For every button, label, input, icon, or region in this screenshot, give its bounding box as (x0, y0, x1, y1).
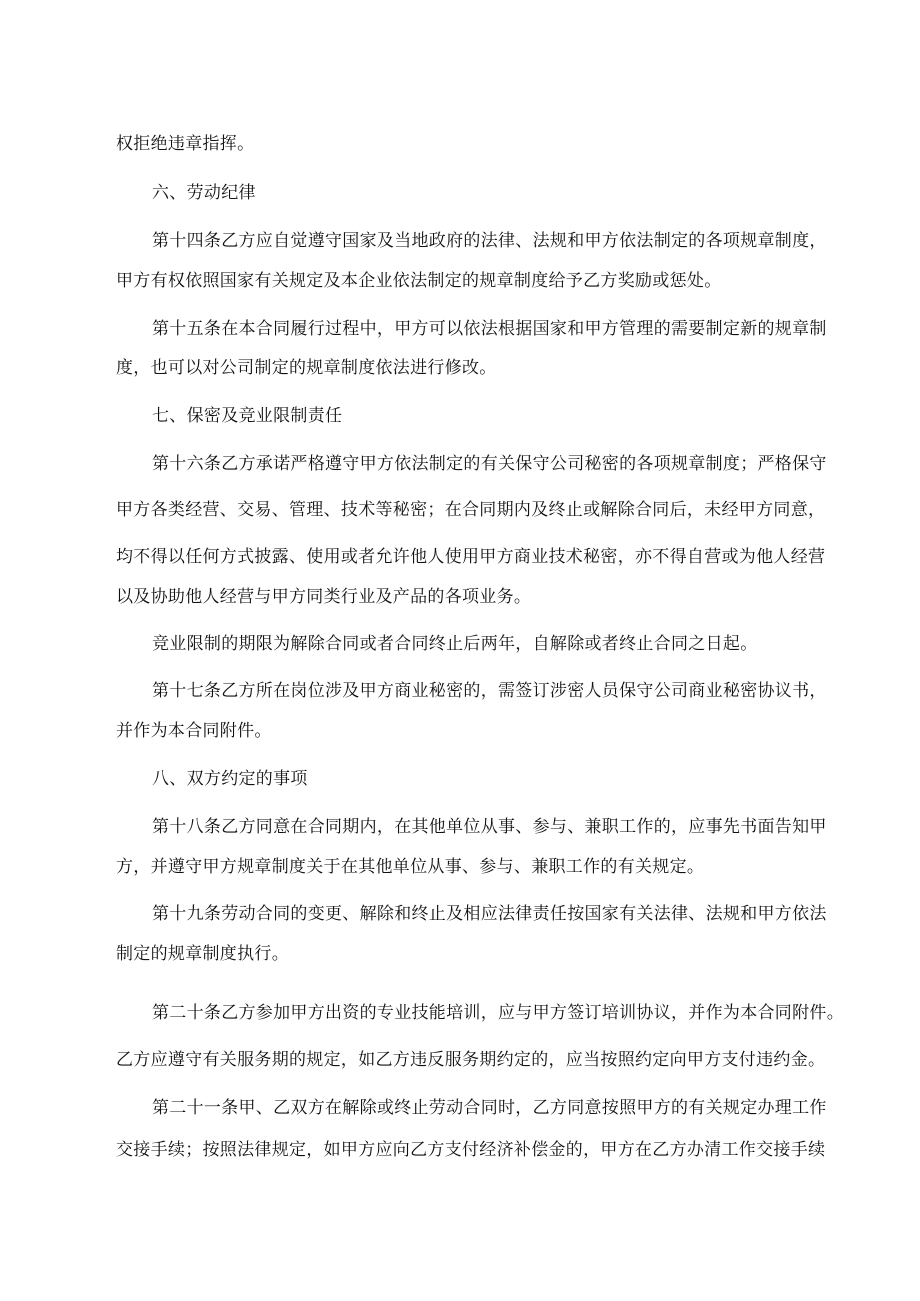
body-line: 均不得以任何方式披露、使用或者允许他人使用甲方商业技术秘密，亦不得自营或为他人经营 (116, 547, 826, 567)
body-line: 甲方各类经营、交易、管理、技术等秘密；在合同期内及终止或解除合同后，未经甲方同意， (116, 500, 826, 520)
body-line: 以及协助他人经营与甲方同类行业及产品的各项业务。 (116, 587, 532, 607)
body-line: 权拒绝违章指挥。 (116, 134, 255, 154)
section-heading: 八、双方约定的事项 (152, 769, 308, 789)
article-line: 第十四条乙方应自觉遵守国家及当地政府的法律、法规和甲方依法制定的各项规章制度， (152, 231, 827, 251)
body-line: 甲方有权依照国家有关规定及本企业依法制定的规章制度给予乙方奖励或惩处。 (116, 271, 722, 291)
body-line: 并作为本合同附件。 (116, 721, 272, 741)
article-line: 第二十条乙方参加甲方出资的专业技能培训，应与甲方签订培训协议，并作为本合同附件。 (152, 1003, 844, 1023)
section-heading: 七、保密及竞业限制责任 (152, 406, 343, 426)
body-line: 交接手续；按照法律规定，如甲方应向乙方支付经济补偿金的，甲方在乙方办清工作交接手续 (116, 1140, 826, 1160)
article-line: 第十七条乙方所在岗位涉及甲方商业秘密的，需签订涉密人员保守公司商业秘密协议书， (152, 681, 827, 701)
article-line: 第二十一条甲、乙双方在解除或终止劳动合同时，乙方同意按照甲方的有关规定办理工作 (152, 1098, 827, 1118)
article-line: 第十六条乙方承诺严格遵守甲方依法制定的有关保守公司秘密的各项规章制度；严格保守 (152, 454, 827, 474)
section-heading: 六、劳动纪律 (152, 183, 256, 203)
article-line: 第十五条在本合同履行过程中，甲方可以依法根据国家和甲方管理的需要制定新的规章制 (152, 319, 827, 339)
body-line: 乙方应遵守有关服务期的规定，如乙方违反服务期约定的，应当按照约定向甲方支付违约金。 (116, 1050, 826, 1070)
body-line: 制定的规章制度执行。 (116, 944, 289, 964)
article-line: 第十九条劳动合同的变更、解除和终止及相应法律责任按国家有关法律、法规和甲方依法 (152, 904, 827, 924)
body-line: 度，也可以对公司制定的规章制度依法进行修改。 (116, 358, 497, 378)
article-line: 第十八条乙方同意在合同期内，在其他单位从事、参与、兼职工作的，应事先书面告知甲 (152, 817, 827, 837)
body-line: 方，并遵守甲方规章制度关于在其他单位从事、参与、兼职工作的有关规定。 (116, 857, 705, 877)
body-line: 竞业限制的期限为解除合同或者合同终止后两年，自解除或者终止合同之日起。 (152, 634, 758, 654)
